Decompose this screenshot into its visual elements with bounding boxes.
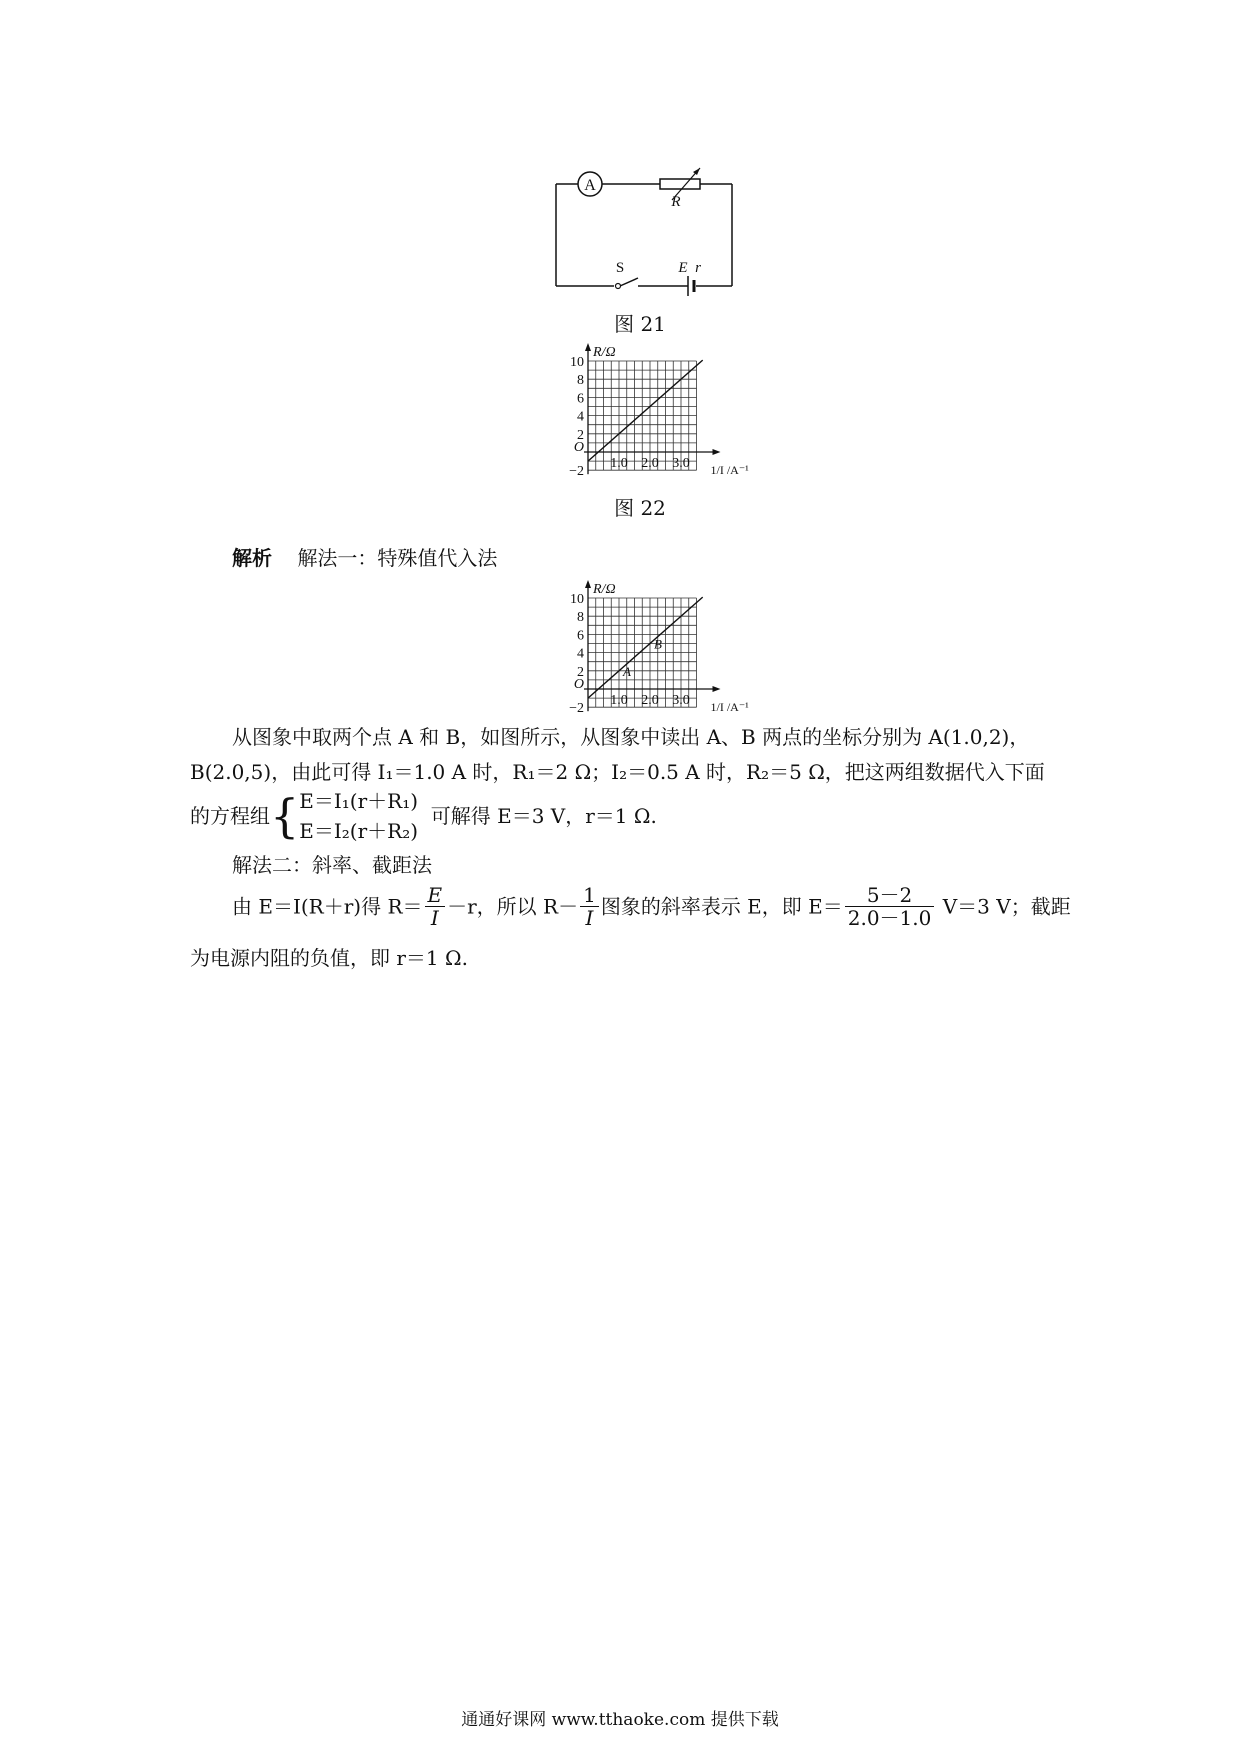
formula-part-b: －r，所以 R－ [447, 894, 579, 919]
point-label-b: B [654, 636, 662, 652]
resistor-label: R [671, 194, 681, 210]
y-axis-arrow [585, 343, 591, 351]
origin-label: O [573, 440, 584, 455]
paragraph-1-line-1: 从图象中取两个点 A 和 B，如图所示，从图象中读出 A、B 两点的坐标分别为 A(1.0,2)， [232, 725, 1030, 749]
method2-title: 解法二：斜率、截距法 [232, 853, 432, 877]
origin-label: O [573, 677, 584, 692]
x-tick-label: 1.0 [610, 456, 628, 471]
formula-part-c: 图象的斜率表示 E，即 E＝ [600, 894, 843, 919]
x-axis-label: 1/I /A⁻¹ [710, 463, 749, 477]
y-tick-label: 6 [577, 628, 584, 644]
paragraph-1-line-3 [190, 786, 657, 846]
ammeter-label: A [584, 177, 596, 194]
fraction-e-over-i: $\frac{E}{I}$ [425, 884, 446, 929]
x-axis-arrow [713, 449, 721, 455]
switch-contact [616, 284, 621, 289]
y-tick-label: 4 [577, 646, 584, 662]
paragraph-2-line-1 [232, 884, 1071, 929]
system-result: 可解得 E＝3 V，r＝1 Ω. [430, 804, 657, 828]
page-footer: 通通好课网 www.tthaoke.com 提供下载 [461, 1710, 779, 1730]
y-tick-label: −2 [569, 701, 584, 717]
y-tick-label: 10 [570, 355, 584, 370]
paragraph-1-line-2: B(2.0,5)，由此可得 I₁＝1.0 A 时，R₁＝2 Ω；I₂＝0.5 A 时，R₂＝5 Ω，把这两组数据代入下面 [190, 760, 1045, 784]
analysis-label: 解析 [232, 546, 272, 570]
formula-part-d: V＝3 V；截距 [942, 894, 1071, 919]
chart-analysis [550, 572, 749, 727]
y-tick-label: 10 [570, 592, 584, 607]
series-line [588, 597, 703, 698]
switch-label: S [615, 260, 625, 276]
x-axis-label: 1/I /A⁻¹ [710, 700, 749, 714]
system-prefix: 的方程组 [190, 804, 270, 828]
paragraph-2-line-2: 为电源内阻的负值，即 r＝1 Ω. [190, 946, 468, 970]
fraction-slope: $\frac{5-2}{2.0-1.0}$ [845, 884, 935, 929]
chart-figure-22 [550, 335, 749, 490]
battery-label-e: E [678, 260, 688, 276]
circuit-diagram [540, 160, 740, 300]
equation-system [299, 786, 418, 846]
y-tick-label: 8 [577, 610, 584, 626]
equation-2: E＝I₂(r＋R₂) [299, 819, 419, 843]
y-tick-label: −2 [569, 464, 584, 480]
y-tick-label: 4 [577, 409, 584, 425]
system-brace: { [270, 789, 300, 843]
x-tick-label: 2.0 [641, 456, 659, 471]
y-tick-label: 2 [577, 664, 584, 680]
formula-part-a: 由 E＝I(R＋r)得 R＝ [232, 894, 423, 919]
x-tick-label: 3.0 [672, 456, 690, 471]
figure-21-caption: 图 21 [614, 312, 666, 336]
method1-title: 解法一：特殊值代入法 [297, 546, 498, 570]
x-tick-label: 1.0 [610, 693, 628, 708]
y-tick-label: 8 [577, 373, 584, 389]
battery-label-r: r [695, 260, 701, 276]
x-axis-arrow [713, 686, 721, 692]
y-tick-label: 2 [577, 427, 584, 443]
point-label-a: A [623, 663, 631, 679]
analysis-heading [232, 543, 497, 573]
y-axis-label: R/Ω [593, 345, 616, 360]
y-tick-label: 6 [577, 391, 584, 407]
y-axis-label: R/Ω [593, 582, 616, 597]
fraction-one-over-i: $\frac{1}{I}$ [580, 884, 599, 929]
x-tick-label: 2.0 [641, 693, 659, 708]
x-tick-label: 3.0 [672, 693, 690, 708]
y-axis-arrow [585, 580, 591, 588]
equation-1: E＝I₁(r＋R₁) [299, 789, 419, 813]
figure-22-caption: 图 22 [614, 496, 666, 520]
series-line [588, 360, 703, 461]
